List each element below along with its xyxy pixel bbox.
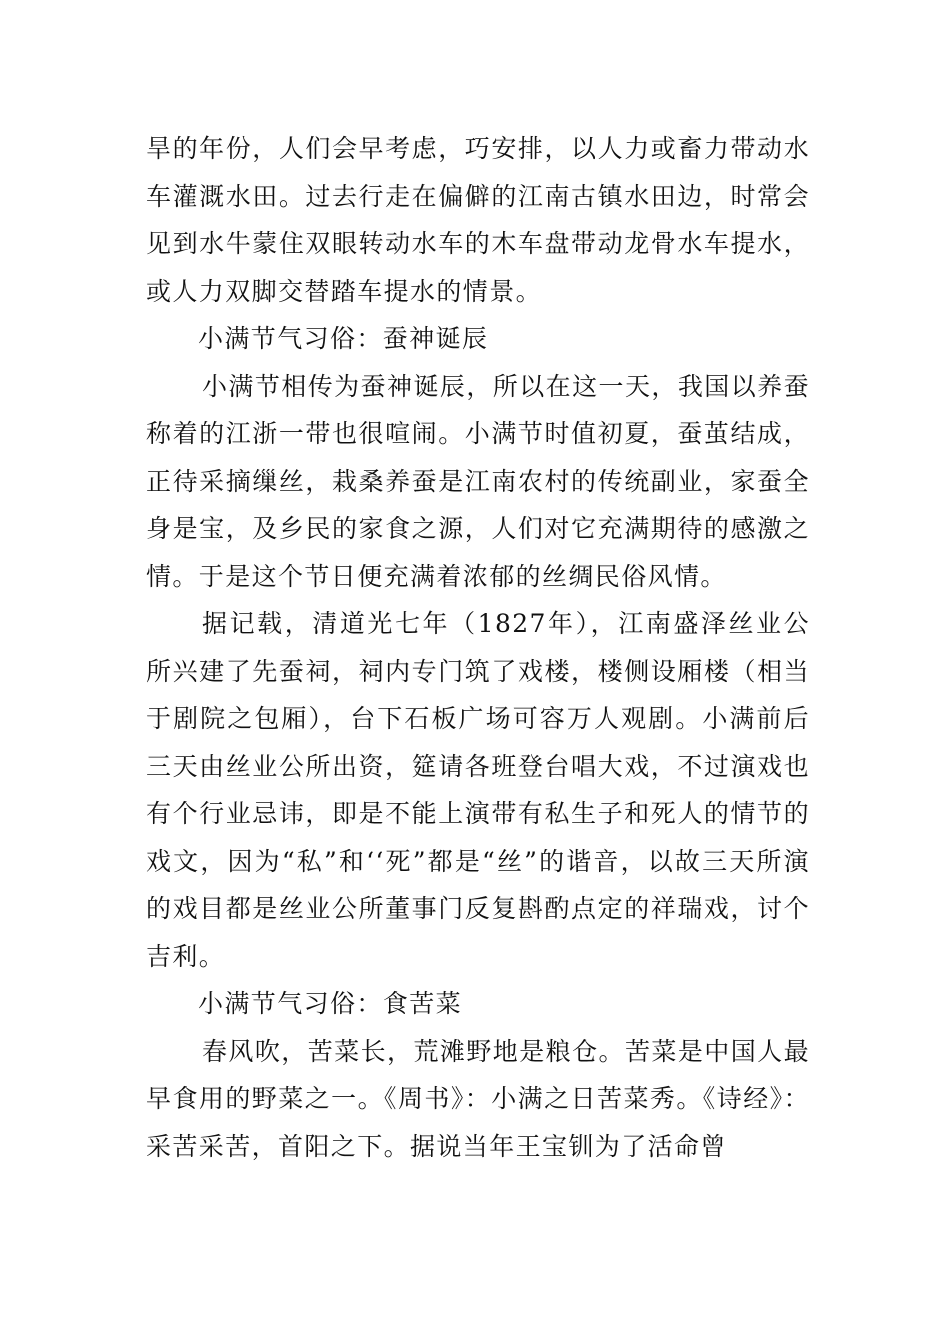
paragraph-silkworm-birthday: 小满节相传为蚕神诞辰，所以在这一天，我国以养蚕称着的江浙一带也很喧闹。小满节时值初夏，蚕茧结成，正待采摘缫丝，栽桑养蚕是江南农村的传统副业，家蚕全身是宝，及乡民的家食之源，人们对它充满期待的感激之情。于是这个节日便充满着浓郁的丝绸民俗风情。 <box>146 371 810 591</box>
paragraph-drought-irrigation: 旱的年份，人们会早考虑，巧安排，以人力或畜力带动水车灌溉水田。过去行走在偏僻的江南古镇水田边，时常会见到水牛蒙住双眼转动水车的木车盘带动龙骨水车提水，或人力双脚交替踏车提水的情景。 <box>146 134 810 306</box>
section-heading-bitter-herbs: 小满节气习俗：食苦菜 <box>198 989 463 1018</box>
section-heading-silkworm-god: 小满节气习俗：蚕神诞辰 <box>198 324 489 353</box>
paragraph-shengze-history: 据记载，清道光七年（1827年），江南盛泽丝业公所兴建了先蚕祠，祠内专门筑了戏楼，楼侧设厢楼（相当于剧院之包厢），台下石板广场可容万人观剧。小满前后三天由丝业公所出资，筵请各班登台唱大戏，不过演戏也有个行业忌讳，即是不能上演带有私生子和死人的情节的戏文，因为“私”和‘‘死”都是“丝”的谐音，以故三天所演的戏目都是丝业公所董事门反复斟酌点定的祥瑞戏，讨个吉利。 <box>146 609 810 971</box>
document-body <box>146 125 810 1170</box>
paragraph-bitter-herbs: 春风吹，苦菜长，荒滩野地是粮仓。苦菜是中国人最早食用的野菜之一。《周书》：小满之日苦菜秀。《诗经》：采苦采苦，首阳之下。据说当年王宝钏为了活命曾 <box>146 1036 810 1161</box>
